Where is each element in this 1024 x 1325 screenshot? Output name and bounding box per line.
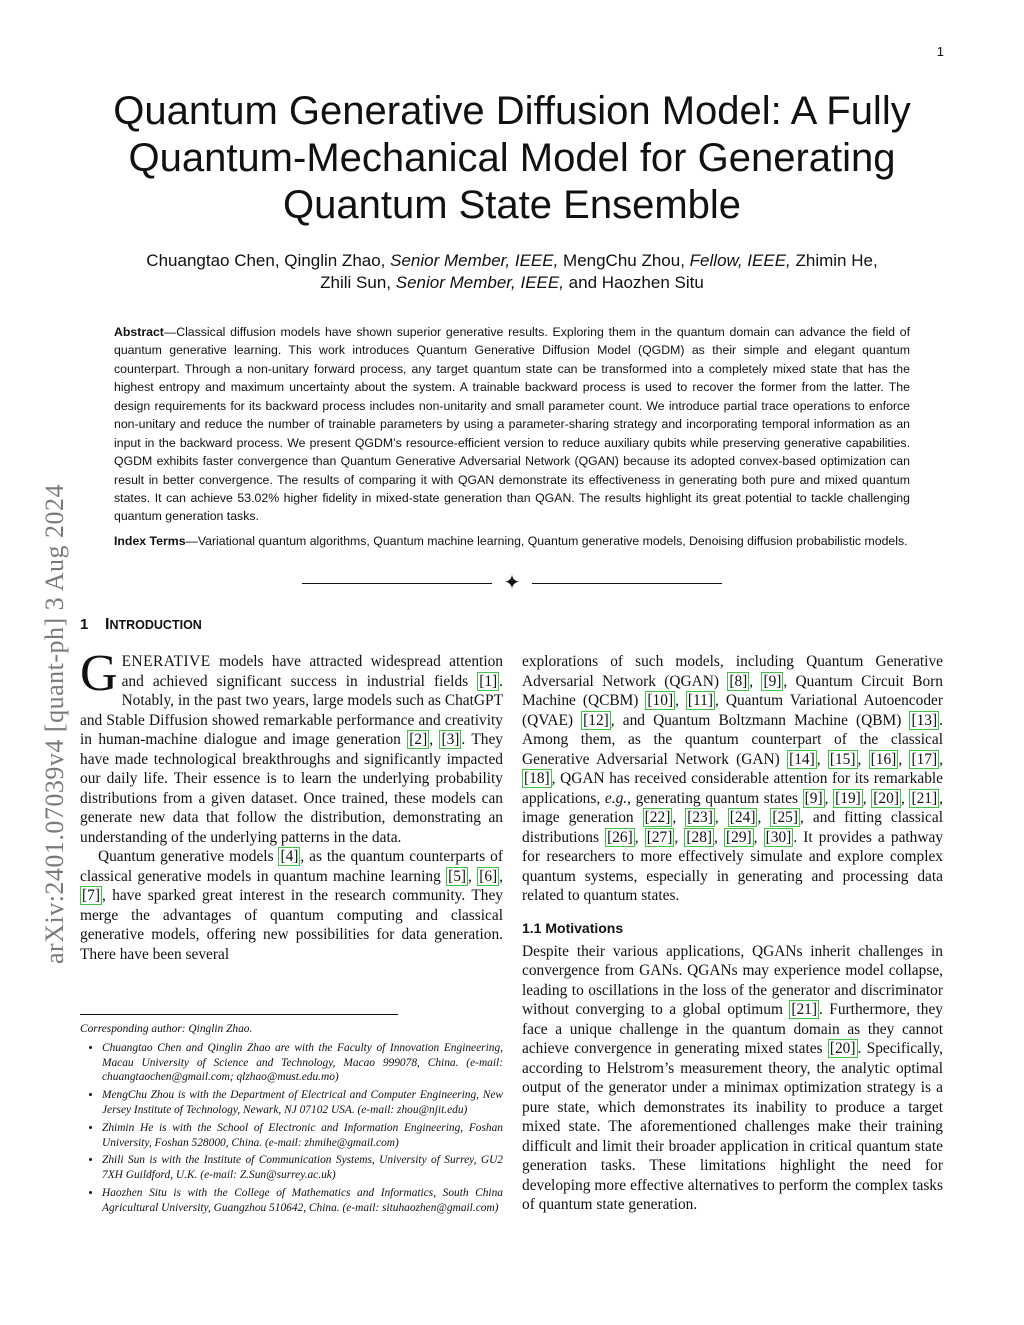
paper-title: Quantum Generative Diffusion Model: A Fully Quantum-Mechanical Model for Generating Quantum State Ensemble (113, 89, 911, 228)
footnotes (80, 1022, 503, 1219)
author-text: and Haozhen Situ (563, 273, 704, 293)
arxiv-identifier: arXiv:2401.07039v4 [quant-ph] 3 Aug 2024 (40, 483, 69, 964)
citation-link[interactable]: [7] (82, 887, 100, 904)
affiliation-item: • Chuangtao Chen and Qinglin Zhao are with the Faculty of Innovation Engineering, Macau University of Science and Technology, Macao 999078, China. (e-mail: chuangtaochen@gmail.com; qlzhao@must.edu.mo) (102, 1041, 503, 1085)
author-list (100, 250, 924, 295)
citation-link[interactable]: [12] (583, 711, 609, 729)
intro-paragraph-3: explorations of such models, including Quantum Generative Adversarial Network (QGAN) [8] , [9] , Quantum Circuit Born Machine (QCBM) [10] , [11] , Quantum Variational Autoencoder (QVAE) [12] , and Quantum Boltzmann Machine (QBM) [13] . Among them, as the quantum counterpart of the classical Generative Adversarial Network (GAN) [14] , [15] , [16] , [17] , [18] , QGAN has received considerable attention for its remarkable applications, e.g., generating quantum states [9] , [19] , [20] , [21] , image generation [22] , [23] , [24] , [25] , and fitting classical distributions [26] , [27] , [28] , [29] , [30] . It provides a pathway for researchers to more effectively simulate and explore complex quantum systems, especially in generating and processing data related to quantum states. (522, 653, 944, 904)
corresponding-author: Corresponding author: Qinglin Zhao. (80, 1023, 253, 1035)
citation-link[interactable]: [11] (687, 692, 713, 709)
citation-link[interactable]: [6] (479, 867, 498, 885)
citation-link[interactable]: [9] (763, 672, 782, 690)
affiliation-item: • Zhimin He is with the School of Electronic and Information Engineering, Foshan University, Foshan 528000, China. (e-mail: zhmihe@gmail.com) (102, 1121, 503, 1151)
section-number: 1 (80, 616, 89, 633)
affiliation-item: • Haozhen Situ is with the College of Mathematics and Informatics, South China Agricultural University, Guangzhou 510642, China. (e-mail: situhaozhen@gmail.com) (102, 1186, 503, 1216)
section-title-rest: NTRODUCTION (109, 618, 202, 632)
citation-link[interactable]: [16] (870, 750, 897, 768)
motivation-paragraph: Despite their various applications, QGANs inherit challenges in convergence from GANs. QGANs may experience model collapse, leading to oscillations in the loss of the generator and discriminator without converging to a global optimum [21] . Furthermore, they face a unique challenge in the quantum domain as they cannot achieve convergence in generating mixed states [20] . Specifically, according to Helstrom’s measurement theory, the analytic optimal output of the generator under a minimax optimization strategy is a pure state, which demonstrates its inability to produce a target mixed state. The aforementioned challenges make their training difficult and limit their broader application in critical quantum state generation tasks. These limitations highlight the need for developing more effective alternatives to perform the complex tasks of quantum state generation. (522, 942, 943, 1213)
citation-link[interactable]: [5] (448, 867, 467, 885)
abstract-text: —Classical diffusion models have shown superior generative results. Exploring them in the quantum domain can advance the field of quantum generative learning. This work introduces Quantum Generative Diffusion Model (QGDM) as their simple and elegant quantum counterpart. Through a non-unitary forward process, any target quantum state can be transformed into a completely mixed state that has the highest entropy and maximum uncertainty about the system. A trainable backward process is used to recover the former from the latter. The design requirements for its backward process includes non-unitarity and small parameter count. We introduce partial trace operations to enforce non-unitary and reduce the number of trainable parameters by using a parameter-sharing strategy and incorporating temporal information as an input in the backward process. We present QGDM’s resource-efficient version to reduce auxiliary qubits while preserving generative capabilities. QGDM exhibits faster convergence than Quantum Generative Adversarial Network (QGAN) because its adopted convex-based optimization can result in better convergence. The results of comparing it with QGAN demonstrate its effectiveness in generating both pure and mixed quantum states. It can achieve 53.02% higher fidelity in mixed-state generation than QGAN. The results highlight its great potential to tackle challenging quantum generation tasks. (114, 325, 910, 524)
citation-link[interactable]: [8] (729, 672, 748, 690)
intro-paragraph-1: GENERATIVE models have attracted widespread attention and achieved significant success in industrial fields [1] . Notably, in the past two years, large models such as ChatGPT and Stable Diffusion showed remarkable performance and creativity in human-machine dialogue and image generation [2] , [3] . They have made technological breakthroughs and significantly impacted our daily life. Their essence is to learn the underlying probability distributions from a given dataset. Once trained, these models can generate new data that follow the distribution, demonstrating an understanding of the underlying patterns in the data. (80, 645, 503, 846)
author-text: MengChu Zhou, (558, 251, 690, 270)
author-text: Zhili Sun, (320, 273, 396, 293)
drop-cap: G (80, 645, 118, 702)
citation-link[interactable]: [21] (911, 789, 938, 807)
abstract-label: Abstract (114, 325, 164, 339)
citation-link[interactable]: [22] (644, 809, 671, 826)
citation-link[interactable]: [9] (804, 789, 823, 807)
citation-link[interactable]: [3] (441, 731, 460, 748)
separator-star-icon: ✦ (503, 570, 521, 594)
affiliation-list (80, 1041, 503, 1216)
citation-link[interactable]: [23] (687, 809, 713, 826)
citation-link[interactable]: [15] (829, 750, 856, 768)
abstract (114, 323, 910, 526)
author-title: Fellow, IEEE, (689, 251, 791, 270)
page-number: 1 (936, 44, 944, 59)
citation-link[interactable]: [10] (647, 692, 674, 709)
affiliation-item: • Zhili Sun is with the Institute of Communication Systems, University of Surrey, GU2 7XH Guildford, U.K. (e-mail: Z.Sun@surrey.ac.uk) (102, 1153, 503, 1183)
citation-link[interactable]: [14] (789, 750, 815, 768)
small-caps-word: ENERATIVE (121, 653, 211, 670)
citation-link[interactable]: [17] (911, 750, 938, 768)
citation-link[interactable]: [2] (409, 731, 428, 748)
footnote-rule (80, 1014, 398, 1015)
author-text: Chuangtao Chen, Qinglin Zhao, (146, 251, 391, 270)
section-heading (80, 616, 202, 634)
citation-link[interactable]: [24] (729, 809, 756, 826)
citation-link[interactable]: [1] (479, 672, 498, 690)
author-title: Senior Member, IEEE, (395, 273, 564, 293)
citation-link[interactable]: [20] (873, 789, 899, 807)
author-text: Zhimin He, (790, 251, 878, 270)
citation-link[interactable]: [19] (835, 789, 861, 807)
eg-abbreviation: e.g. (604, 789, 628, 807)
section-title-initial: I (105, 616, 110, 633)
index-terms-text: —Variational quantum algorithms, Quantum machine learning, Quantum generative models, Denoising diffusion probabilistic models. (185, 534, 908, 548)
subsection-heading: 1.1 Motivations (522, 919, 624, 936)
citation-link[interactable]: [20] (829, 1040, 856, 1057)
separator-line-left (302, 583, 492, 584)
separator-line-right (532, 583, 722, 584)
citation-link[interactable]: [4] (280, 848, 299, 865)
index-terms (114, 532, 910, 550)
left-column (80, 645, 503, 964)
citation-link[interactable]: [13] (911, 711, 938, 729)
affiliation-item: • MengChu Zhou is with the Department of Electrical and Computer Engineering, New Jersey Institute of Technology, Newark, NJ 07102 USA. (e-mail: zhou@njit.edu) (102, 1088, 503, 1118)
section-separator (302, 570, 722, 594)
citation-link[interactable]: [26] (607, 828, 633, 846)
citation-link[interactable]: [28] (686, 828, 713, 846)
citation-link[interactable]: [18] (524, 770, 550, 787)
right-column (522, 652, 943, 1215)
author-title: Senior Member, IEEE, (390, 251, 559, 270)
citation-link[interactable]: [29] (726, 828, 752, 846)
citation-link[interactable]: [21] (791, 1001, 818, 1018)
index-terms-label: Index Terms (114, 534, 186, 548)
citation-link[interactable]: [25] (772, 809, 799, 826)
citation-link[interactable]: [30] (765, 828, 792, 846)
citation-link[interactable]: [27] (646, 828, 673, 846)
intro-paragraph-2: Quantum generative models [4] , as the quantum counterparts of classical generative models in quantum machine learning [5] , [6] , [7] , have sparked great interest in the research community. They merge the advantages of quantum computing and classical generative models, offering new possibilities for data generation. There have been several (80, 848, 503, 963)
